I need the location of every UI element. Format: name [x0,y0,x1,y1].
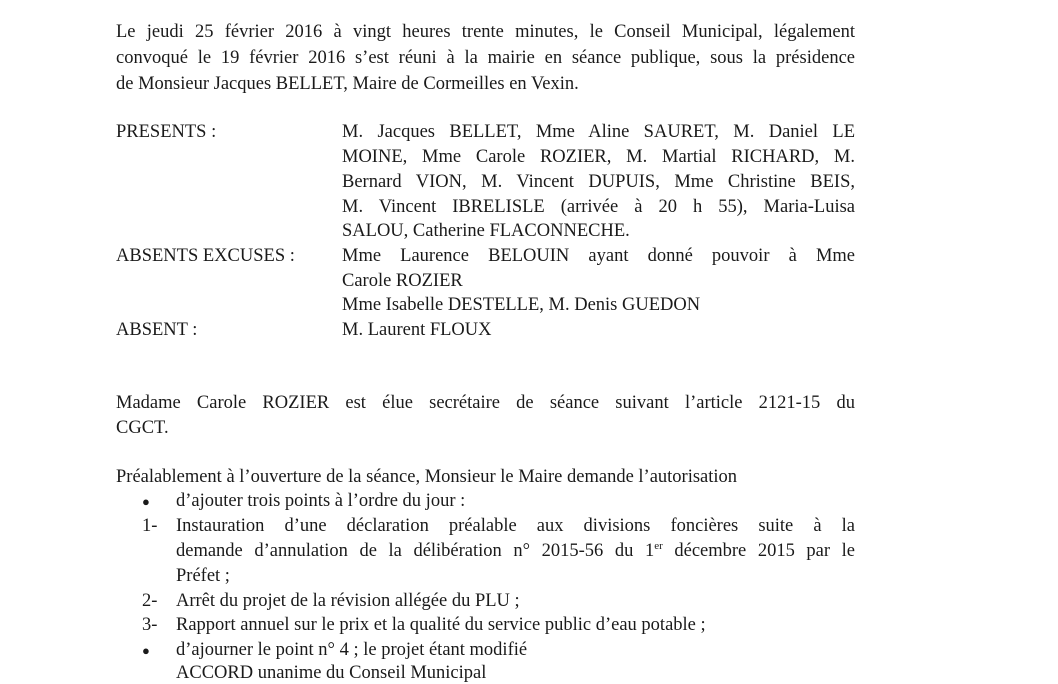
agenda-accord: ACCORD unanime du Conseil Municipal [176,663,487,683]
presents-label: PRESENTS : [116,122,217,142]
agenda-item-2-number: 2- [142,591,158,611]
secretary-line-1: Madame Carole ROZIER est élue secrétaire de séance suivant l’article 2121-15 du [116,393,855,413]
absent-label: ABSENT : [116,320,198,340]
agenda-item-1-line-2-b: décembre 2015 par le [662,541,855,561]
agenda-item-2: Arrêt du projet de la révision allégée du PLU ; [176,591,520,611]
agenda-item-3: Rapport annuel sur le prix et la qualité du service public d’eau potable ; [176,615,706,635]
agenda-intro: Préalablement à l’ouverture de la séance, Monsieur le Maire demande l’autorisation [116,467,738,487]
excuses-line-2: Carole ROZIER [342,271,463,291]
intro-line-1: Le jeudi 25 février 2016 à vingt heures trente minutes, le Conseil Municipal, légalement [116,22,855,42]
presents-line-2: MOINE, Mme Carole ROZIER, M. Martial RICHARD, M. [342,147,855,167]
excuses-line-1: Mme Laurence BELOUIN ayant donné pouvoir à Mme [342,246,855,266]
agenda-item-1-line-3: Préfet ; [176,566,230,586]
agenda-item-1-line-2 [176,540,855,562]
secretary-line-2: CGCT. [116,418,169,438]
presents-line-4: M. Vincent IBRELISLE (arrivée à 20 h 55), Maria-Luisa [342,197,855,217]
excuses-label: ABSENTS EXCUSES : [116,246,295,266]
bullet-icon: ● [142,643,150,658]
agenda-bullet-2: d’ajourner le point n° 4 ; le projet étant modifié [176,640,528,660]
agenda-bullet-1: d’ajouter trois points à l’ordre du jour : [176,491,466,511]
bullet-icon: ● [142,494,150,509]
agenda-item-3-number: 3- [142,615,158,635]
presents-line-3: Bernard VION, M. Vincent DUPUIS, Mme Christine BEIS, [342,172,855,192]
agenda-item-1-number: 1- [142,516,158,536]
excuses-line-3: Mme Isabelle DESTELLE, M. Denis GUEDON [342,295,701,315]
agenda-item-1-line-2-sup: er [654,539,663,552]
agenda-item-1-line-1: Instauration d’une déclaration préalable aux divisions foncières suite à la [176,516,855,536]
intro-line-3: de Monsieur Jacques BELLET, Maire de Cormeilles en Vexin. [116,74,579,94]
presents-line-1: M. Jacques BELLET, Mme Aline SAURET, M. Daniel LE [342,122,855,142]
absent-line-1: M. Laurent FLOUX [342,320,492,340]
agenda-item-1-line-2-a: demande d’annulation de la délibération n° 2015-56 du 1 [176,541,655,561]
intro-line-2: convoqué le 19 février 2016 s’est réuni à la mairie en séance publique, sous la présidence [116,48,855,68]
presents-line-5: SALOU, Catherine FLACONNECHE. [342,221,630,241]
